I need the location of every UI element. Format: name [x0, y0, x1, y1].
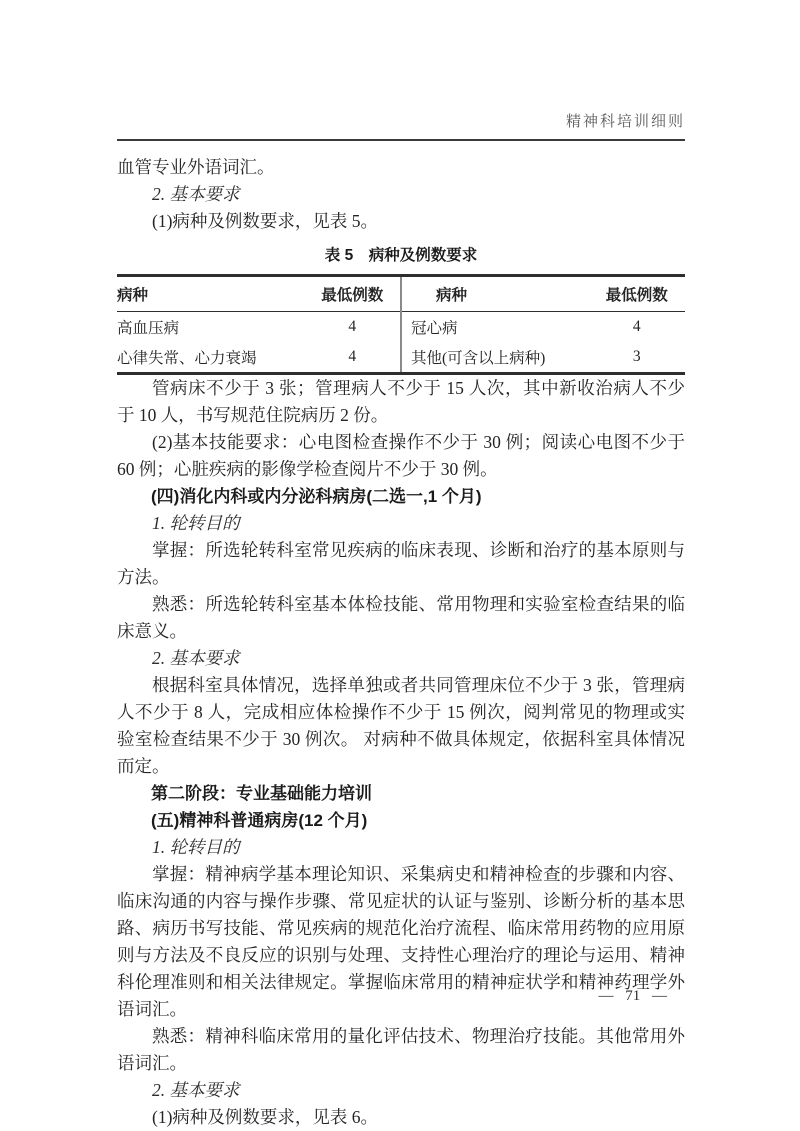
page-content: [117, 0, 685, 1131]
page-number: — 71 —: [598, 988, 667, 1004]
body-paragraph: (2)基本技能要求：心电图检查操作不少于 30 例；阅读心电图不少于 60 例；心脏疾病的影像学检查阅片不少于 30 例。: [117, 432, 685, 479]
body-paragraph: 掌握：所选轮转科室常见疾病的临床表现、诊断和治疗的基本原则与方法。: [117, 540, 685, 587]
table-header: [117, 276, 685, 312]
section-heading-five: (五)精神科普通病房(12 个月): [151, 811, 368, 830]
header-min-cases-left: 最低例数: [304, 276, 401, 312]
table-header-row: [117, 276, 685, 312]
count-cell: 4: [632, 318, 641, 335]
body-paragraph: 掌握：精神病学基本理论知识、采集病史和精神检查的步骤和内容、临床沟通的内容与操作步骤、常见症状的认证与鉴别、诊断分析的基本思路、病历书写技能、常见疾病的规范化治疗流程、临床常用药物的应用原则与方法及不良反应的识别与处理、支持性心理治疗的理论与运用、精神科伦理准则和相关法律规定。掌握临床常用的精神症状学和精神药理学外语词汇。: [117, 864, 685, 1019]
section-heading-four: (四)消化内科或内分泌科病房(二选一,1 个月): [151, 487, 482, 506]
header-disease-left: 病种: [117, 276, 304, 312]
stage-two-heading: 第二阶段：专业基础能力培训: [151, 784, 372, 803]
subsection-label-basic-requirements: 2. 基本要求: [152, 1080, 240, 1100]
body-paragraph: (1)病种及例数要求，见表 6。: [152, 1107, 379, 1127]
body-paragraph: 血管专业外语词汇。: [117, 157, 275, 177]
count-cell: 4: [348, 348, 357, 365]
body-paragraph: 根据科室具体情况，选择单独或者共同管理床位不少于 3 张，管理病人不少于 8 人，完成相应体检操作不少于 15 例次，阅判常见的物理或实验室检查结果不少于 30 例次。 对病种不做具体规定，依据科室具体情况而定。: [117, 675, 685, 776]
table-5-label: 表 5: [324, 247, 354, 264]
header-disease-right: 病种: [401, 276, 588, 312]
disease-cell: 高血压病: [117, 320, 180, 337]
disease-cell: 心律失常、心力衰竭: [117, 350, 257, 367]
subsection-label-basic-requirements: 2. 基本要求: [152, 184, 240, 204]
header-min-cases-right: 最低例数: [588, 276, 685, 312]
table-row: [117, 312, 685, 343]
count-cell: 3: [632, 348, 641, 365]
body-paragraph: (1)病种及例数要求，见表 5。: [152, 211, 379, 231]
body-paragraph: 熟悉：精神科临床常用的量化评估技术、物理治疗技能。其他常用外语词汇。: [117, 1026, 685, 1073]
body-paragraph: 管病床不少于 3 张；管理病人不少于 15 人次，其中新收治病人不少于 10 人，书写规范住院病历 2 份。: [117, 378, 685, 425]
disease-cell: 冠心病: [401, 312, 588, 343]
subsection-label-rotation-purpose: 1. 轮转目的: [152, 837, 240, 857]
disease-case-table: [117, 274, 685, 375]
count-cell: 4: [348, 318, 357, 335]
body-text: [117, 154, 685, 1131]
table-5-title: 病种及例数要求: [368, 247, 478, 264]
running-header: 精神科培训细则: [565, 114, 685, 130]
subsection-label-basic-requirements: 2. 基本要求: [152, 648, 240, 668]
body-paragraph: 熟悉：所选轮转科室基本体检技能、常用物理和实验室检查结果的临床意义。: [117, 594, 685, 641]
table-5-block: [117, 245, 685, 375]
header-rule: [117, 139, 685, 141]
disease-cell: 其他(可含以上病种): [401, 342, 588, 374]
table-row: [117, 342, 685, 374]
subsection-label-rotation-purpose: 1. 轮转目的: [152, 513, 240, 533]
table-5-caption: [117, 245, 685, 267]
table-body: [117, 312, 685, 374]
